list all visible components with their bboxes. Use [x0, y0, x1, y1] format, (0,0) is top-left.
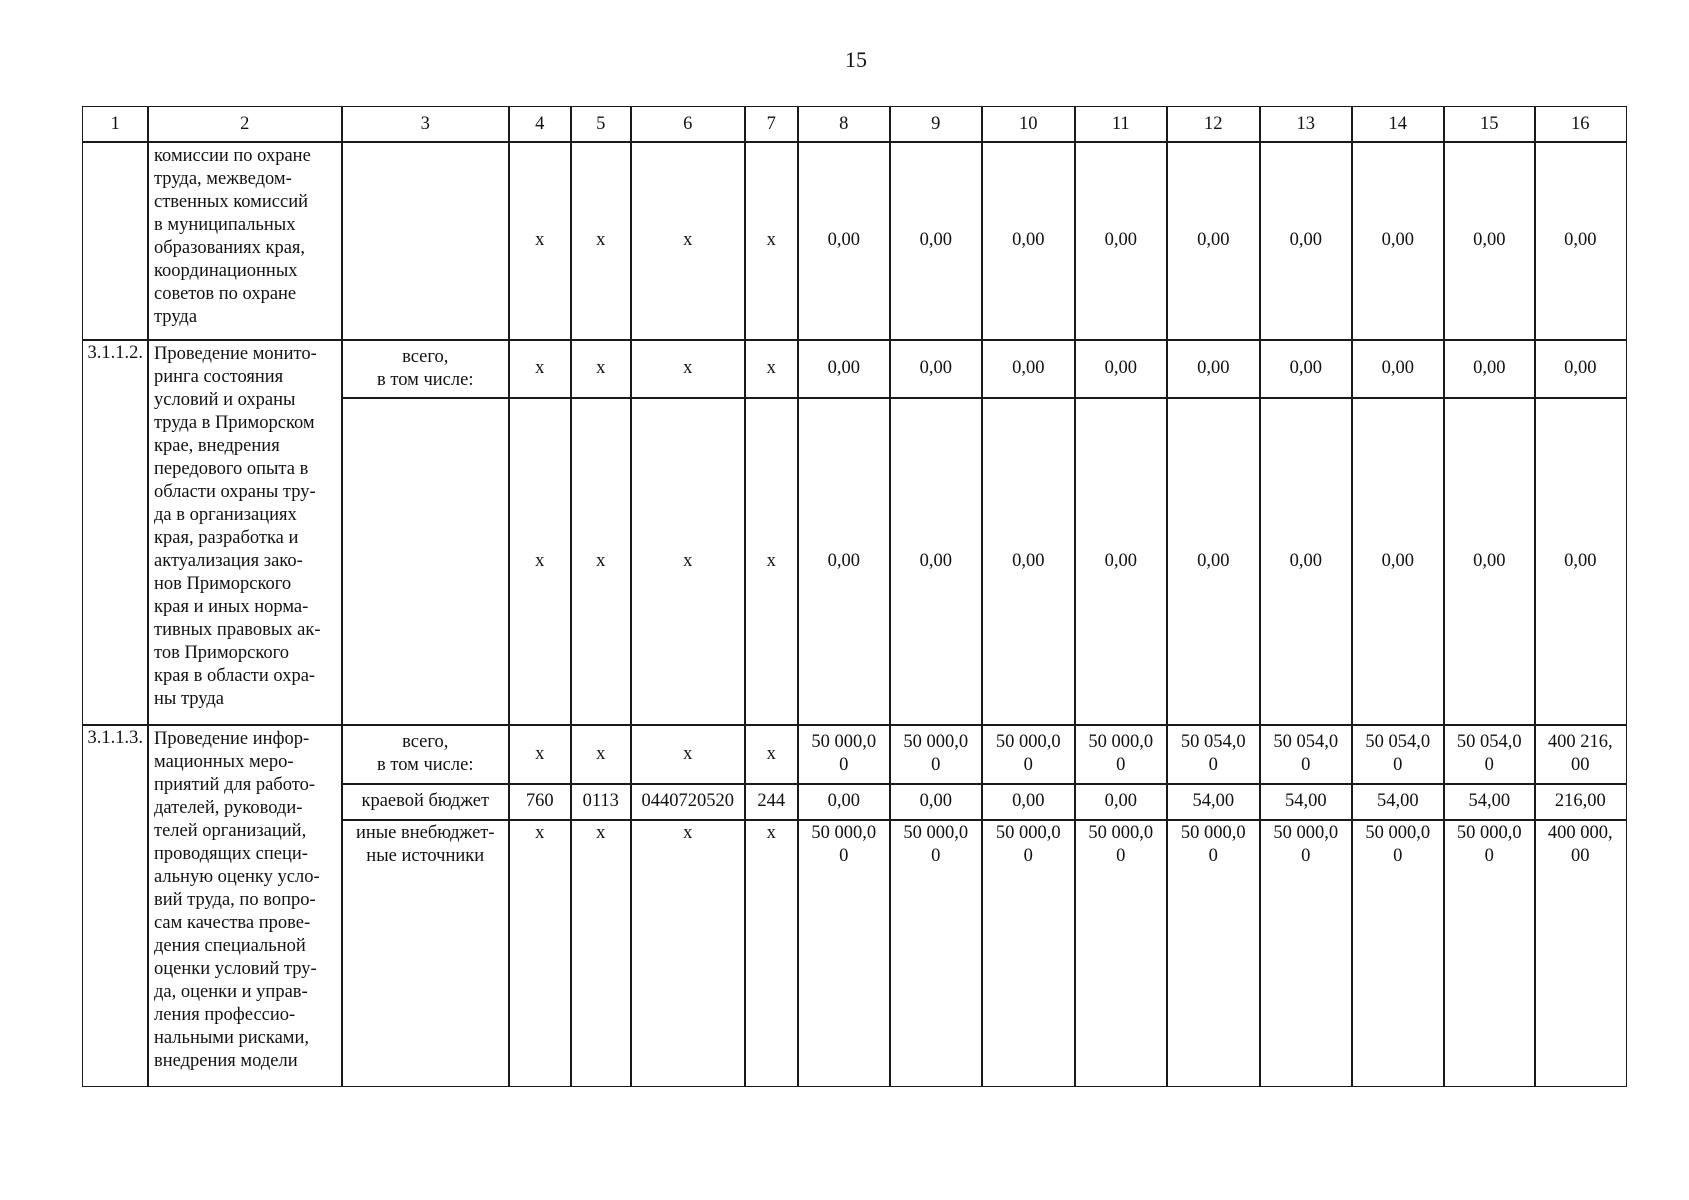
- header-col-11-text: 11: [1111, 113, 1130, 134]
- row1-code-5: [570, 141, 632, 341]
- row3-sub3-value-11: [1074, 819, 1168, 1087]
- row2-sub1-value-8: [797, 339, 891, 399]
- header-col-1-text: 1: [110, 113, 120, 134]
- row1-value-11: [1074, 141, 1168, 341]
- row1-code-7-text: x: [766, 230, 776, 251]
- row3-sub3-value-13: [1259, 819, 1353, 1087]
- row3-sub1-value-11-text: 50 000,0 0: [1088, 732, 1154, 776]
- row3-sub3-value-8: [797, 819, 891, 1087]
- row3-sub2-value-12-text: 54,00: [1192, 791, 1235, 812]
- row2-sub1-code-7-text: x: [766, 358, 776, 379]
- row3-sub2-value-10: [981, 783, 1076, 821]
- header-col-10: [981, 106, 1076, 143]
- row3-sub1-value-12: [1166, 724, 1261, 785]
- header-col-12-text: 12: [1204, 113, 1223, 134]
- row1-value-13-text: 0,00: [1289, 230, 1322, 251]
- row2-sub2-source: [341, 397, 510, 726]
- row2-sub1-value-15: [1443, 339, 1536, 399]
- row3-sub1-code-5-text: x: [596, 743, 606, 764]
- header-col-15-text: 15: [1480, 113, 1499, 134]
- row3-sub1-value-8: [797, 724, 891, 785]
- row2-sub2-value-12: [1166, 397, 1261, 726]
- row2-sub1-value-10: [981, 339, 1076, 399]
- row2-sub2-value-16-text: 0,00: [1564, 550, 1597, 571]
- row3-sub1-value-14-text: 50 054,0 0: [1365, 732, 1431, 776]
- row2-sub2-value-10-text: 0,00: [1012, 550, 1045, 571]
- row3-sub3-code-6-text: x: [683, 823, 693, 843]
- row3-sub3-value-16: [1534, 819, 1627, 1087]
- row1-value-8: [797, 141, 891, 341]
- header-col-4-text: 4: [535, 113, 545, 134]
- row2-sub2-value-12-text: 0,00: [1197, 550, 1230, 571]
- row3-sub1-value-10: [981, 724, 1076, 785]
- row3-sub2-source-text: краевой бюджет: [361, 791, 490, 812]
- row2-sub2-value-14: [1351, 397, 1445, 726]
- row3-sub3-code-7: [744, 819, 799, 1087]
- row1-value-12: [1166, 141, 1261, 341]
- row2-description: [147, 339, 343, 726]
- row3-sub1-code-6: [630, 724, 746, 785]
- row3-sub1-value-13-text: 50 054,0 0: [1273, 732, 1339, 776]
- row2-sub1-value-9-text: 0,00: [919, 358, 952, 379]
- row1-value-10-text: 0,00: [1012, 230, 1045, 251]
- row3-sub2-value-10-text: 0,00: [1012, 791, 1045, 812]
- row3-sub2-value-13-text: 54,00: [1284, 791, 1327, 812]
- row3-sub2-value-8: [797, 783, 891, 821]
- row2-sub1-value-16: [1534, 339, 1627, 399]
- row2-sub2-code-6: [630, 397, 746, 726]
- row1-value-16-text: 0,00: [1564, 230, 1597, 251]
- row3-sub3-code-7-text: x: [766, 823, 776, 843]
- row2-description-text: Проведение монито- ринга состояния условий и охраны труда в Приморском крае, внедрения передового опыта в области охраны тру- да в организациях края, разработка и актуализация зако- нов Приморского края и иных норма- тивных правовых ак- тов Приморского края в области охра- ны труда: [154, 344, 321, 709]
- row3-sub3-value-11-text: 50 000,0 0: [1088, 823, 1154, 866]
- row1-code-6-text: x: [683, 230, 693, 251]
- row3-sub2-value-11-text: 0,00: [1104, 791, 1137, 812]
- header-col-3-text: 3: [420, 113, 430, 134]
- header-col-9: [889, 106, 983, 143]
- row3-sub1-code-7-text: x: [766, 743, 776, 764]
- row3-sub3-code-6: [630, 819, 746, 1087]
- header-col-11: [1074, 106, 1168, 143]
- row1-value-16: [1534, 141, 1627, 341]
- row2-sub1-value-8-text: 0,00: [827, 358, 860, 379]
- row3-sub2-code-6-text: 0440720520: [641, 791, 734, 812]
- row3-sub1-value-10-text: 50 000,0 0: [995, 732, 1061, 776]
- row3-sub2-value-8-text: 0,00: [827, 791, 860, 812]
- row2-sub1-value-16-text: 0,00: [1564, 358, 1597, 379]
- row2-sub2-value-11-text: 0,00: [1104, 550, 1137, 571]
- row1-value-11-text: 0,00: [1104, 230, 1137, 251]
- row1-value-10: [981, 141, 1076, 341]
- row3-sub1-code-6-text: x: [683, 743, 693, 764]
- header-col-8-text: 8: [839, 113, 849, 134]
- row2-sub2-code-6-text: x: [683, 550, 693, 571]
- row2-sub2-code-4-text: x: [535, 550, 545, 571]
- header-col-1: [82, 106, 149, 143]
- row3-sub2-value-16-text: 216,00: [1554, 791, 1606, 812]
- row2-sub1-code-6: [630, 339, 746, 399]
- row2-sub1-value-11: [1074, 339, 1168, 399]
- row3-sub3-source-text: иные внебюджет- ные источники: [355, 823, 495, 866]
- row2-sub1-value-14: [1351, 339, 1445, 399]
- row1-description-text: комиссии по охране труда, межведом- ственных комиссий в муниципальных образованиях края, координационных советов по охране труда: [154, 146, 311, 327]
- row3-sub3-value-15-text: 50 000,0 0: [1456, 823, 1522, 866]
- row3-sub3-source: [341, 819, 510, 1087]
- row3-sub2-source: [341, 783, 510, 821]
- row3-sub3-value-13-text: 50 000,0 0: [1273, 823, 1339, 866]
- row1-value-15-text: 0,00: [1473, 230, 1506, 251]
- header-col-15: [1443, 106, 1536, 143]
- row3-sub1-source-text: всего, в том числе:: [377, 732, 474, 776]
- row3-sub1-source: [341, 724, 510, 785]
- row2-sub1-code-5-text: x: [596, 358, 606, 379]
- row2-sub2-value-15: [1443, 397, 1536, 726]
- header-col-5-text: 5: [596, 113, 606, 134]
- row2-sub1-code-6-text: x: [683, 358, 693, 379]
- row2-sub1-value-13: [1259, 339, 1353, 399]
- header-col-9-text: 9: [931, 113, 941, 134]
- row1-code-7: [744, 141, 799, 341]
- row3-sub2-value-14: [1351, 783, 1445, 821]
- row3-sub3-value-14: [1351, 819, 1445, 1087]
- row3-sub3-code-4-text: x: [535, 823, 545, 843]
- row3-code-text: 3.1.1.3.: [87, 728, 143, 748]
- row3-sub1-value-9-text: 50 000,0 0: [903, 732, 969, 776]
- row2-sub2-value-10: [981, 397, 1076, 726]
- row3-sub3-value-15: [1443, 819, 1536, 1087]
- row3-sub2-value-12: [1166, 783, 1261, 821]
- row1-value-8-text: 0,00: [827, 230, 860, 251]
- row2-sub1-value-10-text: 0,00: [1012, 358, 1045, 379]
- row2-sub2-value-14-text: 0,00: [1381, 550, 1414, 571]
- row3-sub3-value-12: [1166, 819, 1261, 1087]
- row1-value-9: [889, 141, 983, 341]
- row3-sub1-code-5: [570, 724, 632, 785]
- header-col-10-text: 10: [1019, 113, 1038, 134]
- row2-sub1-value-12-text: 0,00: [1197, 358, 1230, 379]
- row3-sub3-value-12-text: 50 000,0 0: [1180, 823, 1246, 866]
- row1-code-5-text: x: [596, 230, 606, 251]
- header-col-14-text: 14: [1388, 113, 1407, 134]
- row2-sub2-value-9-text: 0,00: [919, 550, 952, 571]
- row3-sub1-code-4-text: x: [535, 743, 545, 764]
- header-col-7-text: 7: [766, 113, 776, 134]
- row2-sub1-value-11-text: 0,00: [1104, 358, 1137, 379]
- header-col-2: [147, 106, 343, 143]
- row2-sub2-value-9: [889, 397, 983, 726]
- row2-sub2-code-4: [508, 397, 572, 726]
- row3-description-text: Проведение инфор- мационных меро- приятий для работо- дателей, руководи- телей организаций, проводящих специ- альную оценку усло- вий труда, по вопро- сам качества прове- дения специальной оценки условий тру- да, оценки и управ- ления профессио- нальными рисками, внедрения модели: [154, 729, 320, 1071]
- row3-sub2-value-15: [1443, 783, 1536, 821]
- row3-sub3-value-14-text: 50 000,0 0: [1365, 823, 1431, 866]
- row2-sub2-value-16: [1534, 397, 1627, 726]
- row2-sub2-value-11: [1074, 397, 1168, 726]
- row1-value-15: [1443, 141, 1536, 341]
- header-col-12: [1166, 106, 1261, 143]
- row2-sub1-code-7: [744, 339, 799, 399]
- header-col-13-text: 13: [1296, 113, 1315, 134]
- row3-sub3-value-16-text: 400 000, 00: [1547, 823, 1613, 866]
- header-col-6: [630, 106, 746, 143]
- header-col-13: [1259, 106, 1353, 143]
- page-number: 15: [845, 47, 867, 72]
- row2-sub2-code-5-text: x: [596, 550, 606, 571]
- row2-sub2-value-13-text: 0,00: [1289, 550, 1322, 571]
- row3-sub2-value-16: [1534, 783, 1627, 821]
- row2-sub1-value-12: [1166, 339, 1261, 399]
- row3-sub1-value-13: [1259, 724, 1353, 785]
- row1-value-14-text: 0,00: [1381, 230, 1414, 251]
- row3-sub1-value-9: [889, 724, 983, 785]
- row2-sub2-code-7-text: x: [766, 550, 776, 571]
- header-col-7: [744, 106, 799, 143]
- row2-sub2-code-5: [570, 397, 632, 726]
- row1-code-6: [630, 141, 746, 341]
- row3-sub3-value-9: [889, 819, 983, 1087]
- header-col-16: [1534, 106, 1627, 143]
- row3-sub2-code-7: [744, 783, 799, 821]
- row2-sub1-code-5: [570, 339, 632, 399]
- row3-sub3-value-10-text: 50 000,0 0: [995, 823, 1061, 866]
- row3-sub1-value-12-text: 50 054,0 0: [1180, 732, 1246, 776]
- row2-sub1-value-14-text: 0,00: [1381, 358, 1414, 379]
- row3-code: [82, 724, 149, 1087]
- row3-sub1-value-14: [1351, 724, 1445, 785]
- header-col-4: [508, 106, 572, 143]
- row2-sub2-value-8: [797, 397, 891, 726]
- row3-sub1-code-4: [508, 724, 572, 785]
- row3-sub1-value-15-text: 50 054,0 0: [1456, 732, 1522, 776]
- row3-sub1-value-8-text: 50 000,0 0: [811, 732, 877, 776]
- row2-code-text: 3.1.1.2.: [87, 343, 143, 363]
- row3-sub2-code-6: [630, 783, 746, 821]
- row3-sub2-value-13: [1259, 783, 1353, 821]
- row2-sub1-source-text: всего, в том числе:: [377, 346, 474, 390]
- row3-sub3-value-9-text: 50 000,0 0: [903, 823, 969, 866]
- row2-sub2-value-15-text: 0,00: [1473, 550, 1506, 571]
- row3-sub2-code-7-text: 244: [757, 791, 786, 812]
- row1-value-14: [1351, 141, 1445, 341]
- header-col-8: [797, 106, 891, 143]
- header-col-14: [1351, 106, 1445, 143]
- row1-code-4: [508, 141, 572, 341]
- row3-sub2-code-5: [570, 783, 632, 821]
- row1-value-9-text: 0,00: [919, 230, 952, 251]
- row2-sub1-value-9: [889, 339, 983, 399]
- row1-source: [341, 141, 510, 341]
- row1-value-12-text: 0,00: [1197, 230, 1230, 251]
- row3-sub2-value-9-text: 0,00: [919, 791, 952, 812]
- header-col-6-text: 6: [683, 113, 693, 134]
- row1-code: [82, 141, 149, 341]
- row2-sub2-value-13: [1259, 397, 1353, 726]
- row2-sub2-code-7: [744, 397, 799, 726]
- row3-sub2-value-9: [889, 783, 983, 821]
- row3-sub2-code-4-text: 760: [525, 791, 554, 812]
- row2-code: [82, 339, 149, 726]
- row2-sub1-value-13-text: 0,00: [1289, 358, 1322, 379]
- row3-sub1-value-16: [1534, 724, 1627, 785]
- row2-sub1-code-4-text: x: [535, 358, 545, 379]
- header-col-5: [570, 106, 632, 143]
- row1-value-13: [1259, 141, 1353, 341]
- row3-sub3-value-8-text: 50 000,0 0: [811, 823, 877, 866]
- row3-sub1-value-15: [1443, 724, 1536, 785]
- header-col-16-text: 16: [1571, 113, 1590, 134]
- row2-sub2-value-8-text: 0,00: [827, 550, 860, 571]
- header-col-3: [341, 106, 510, 143]
- row3-sub3-code-5-text: x: [596, 823, 606, 843]
- row3-sub1-value-16-text: 400 216, 00: [1547, 732, 1613, 776]
- row3-sub1-value-11: [1074, 724, 1168, 785]
- row3-sub2-code-4: [508, 783, 572, 821]
- row3-description: [147, 724, 343, 1087]
- row3-sub3-value-10: [981, 819, 1076, 1087]
- row3-sub2-value-14-text: 54,00: [1376, 791, 1419, 812]
- row3-sub2-value-15-text: 54,00: [1468, 791, 1511, 812]
- row2-sub1-value-15-text: 0,00: [1473, 358, 1506, 379]
- row3-sub1-code-7: [744, 724, 799, 785]
- row3-sub3-code-4: [508, 819, 572, 1087]
- row3-sub2-value-11: [1074, 783, 1168, 821]
- row3-sub2-code-5-text: 0113: [582, 791, 619, 812]
- row2-sub1-code-4: [508, 339, 572, 399]
- header-col-2-text: 2: [240, 113, 250, 134]
- row1-description: [147, 141, 343, 341]
- row3-sub3-code-5: [570, 819, 632, 1087]
- row1-code-4-text: x: [535, 230, 545, 251]
- row2-sub1-source: [341, 339, 510, 399]
